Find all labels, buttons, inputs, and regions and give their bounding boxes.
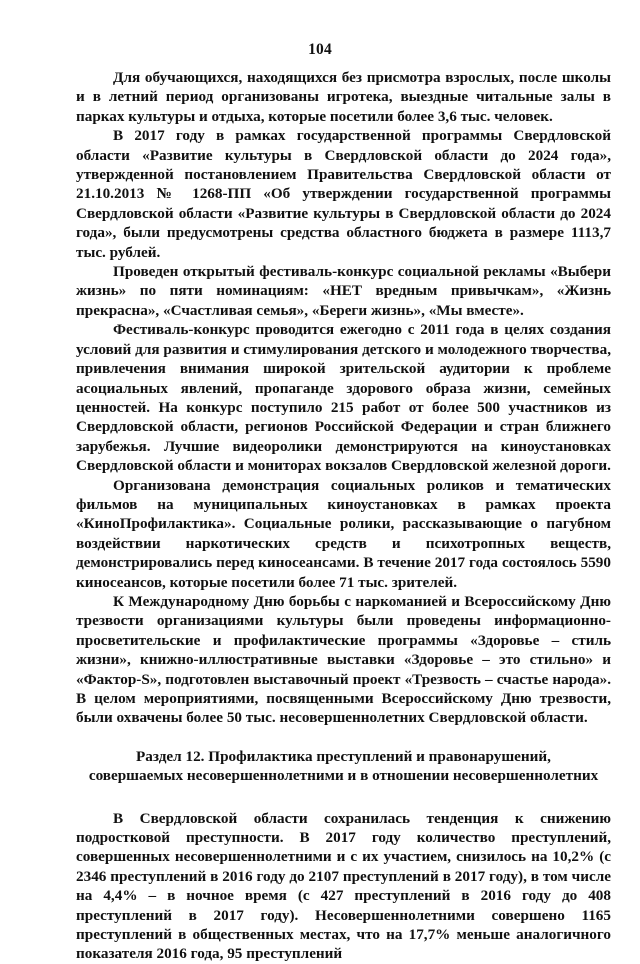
page-number: 104 [308, 41, 332, 58]
document-body [76, 68, 611, 964]
paragraph-sobriety-day: К Международному Дню борьбы с наркоманией и Всероссийскому Дню трезвости организациями культуры были проведены информационно-просветительские и профилактические программы «Здоровье – стиль жизни», книжно-иллюстративные выставки «Здоровье – это стильно» и «Фактор-S», подготовлен выставочный проект «Трезвость – счастье народа». В целом мероприятиями, посвященными Всероссийскому Дню трезвости, были охвачены более 50 тыс. несовершеннолетних Свердловской области. [76, 592, 611, 727]
paragraph-supervision: Для обучающихся, находящихся без присмотра взрослых, после школы и в летний период организованы игротека, выездные читальные залы в парках культуры и отдыха, которые посетили более 3,6 тыс. человек. [76, 69, 611, 125]
section-heading-line-1: Раздел 12. Профилактика преступлений и правонарушений, [136, 747, 551, 765]
paragraph-festival-nominations: Проведен открытый фестиваль-конкурс социальной рекламы «Выбери жизнь» по пяти номинациям: «НЕТ вредным привычкам», «Жизнь прекрасна», «Счастливая семья», «Береги жизнь», «Мы вместе». [76, 263, 611, 319]
paragraph-festival-goals: Фестиваль-конкурс проводится ежегодно с 2011 года в целях создания условий для развития и стимулирования детского и молодежного творчества, привлечения внимания широкой зрительской аудитории к проблеме асоциальных явлений, пропаганде здорового образа жизни, семейных ценностей. На конкурс поступило 215 работ от более 500 участников из Свердловской области, регионов Российской Федерации и стран ближнего зарубежья. Лучшие видеоролики демонстрируются на киноустановках Свердловской области и мониторах вокзалов Свердловской железной дороги. [76, 321, 611, 475]
paragraph-kinoprofilaktika: Организована демонстрация социальных роликов и тематических фильмов на муниципальных киноустановках в рамках проекта «КиноПрофилактика». Социальные ролики, рассказывающие о пагубном воздействии наркотических средств и психотропных веществ, демонстрировались перед киносеансами. В течение 2017 года состоялось 5590 киносеансов, которые посетили более 71 тыс. зрителей. [76, 476, 611, 591]
paragraph-state-program: В 2017 году в рамках государственной программы Свердловской области «Развитие культуры в Свердловской области до 2024 года», утвержденной постановлением Правительства Свердловской области от 21.10.2013 № 1268-ПП «Об утверждении государственной программы Свердловской области «Развитие культуры в Свердловской области до 2024 года», были предусмотрены средства областного бюджета в размере 1113,7 тыс. рублей. [76, 127, 611, 261]
paragraph-juvenile-crime: В Свердловской области сохранилась тенденция к снижению подростковой преступности. В 2017 году количество преступлений, совершенных несовершеннолетними и с их участием, снизилось на 10,2% (с 2346 преступлений в 2016 году до 2107 преступлений в 2017 году), в том числе на 4,4% – в ночное время (с 427 преступлений в 2016 году до 408 преступлений в 2017 году). Несовершеннолетними совершено 1165 преступлений в общественных местах, что на 17,7% меньше аналогичного показателя 2016 года, 95 преступлений [76, 809, 611, 963]
section-heading-line-2: совершаемых несовершеннолетними и в отношении несовершеннолетних [88, 767, 599, 785]
section-heading [76, 747, 611, 786]
